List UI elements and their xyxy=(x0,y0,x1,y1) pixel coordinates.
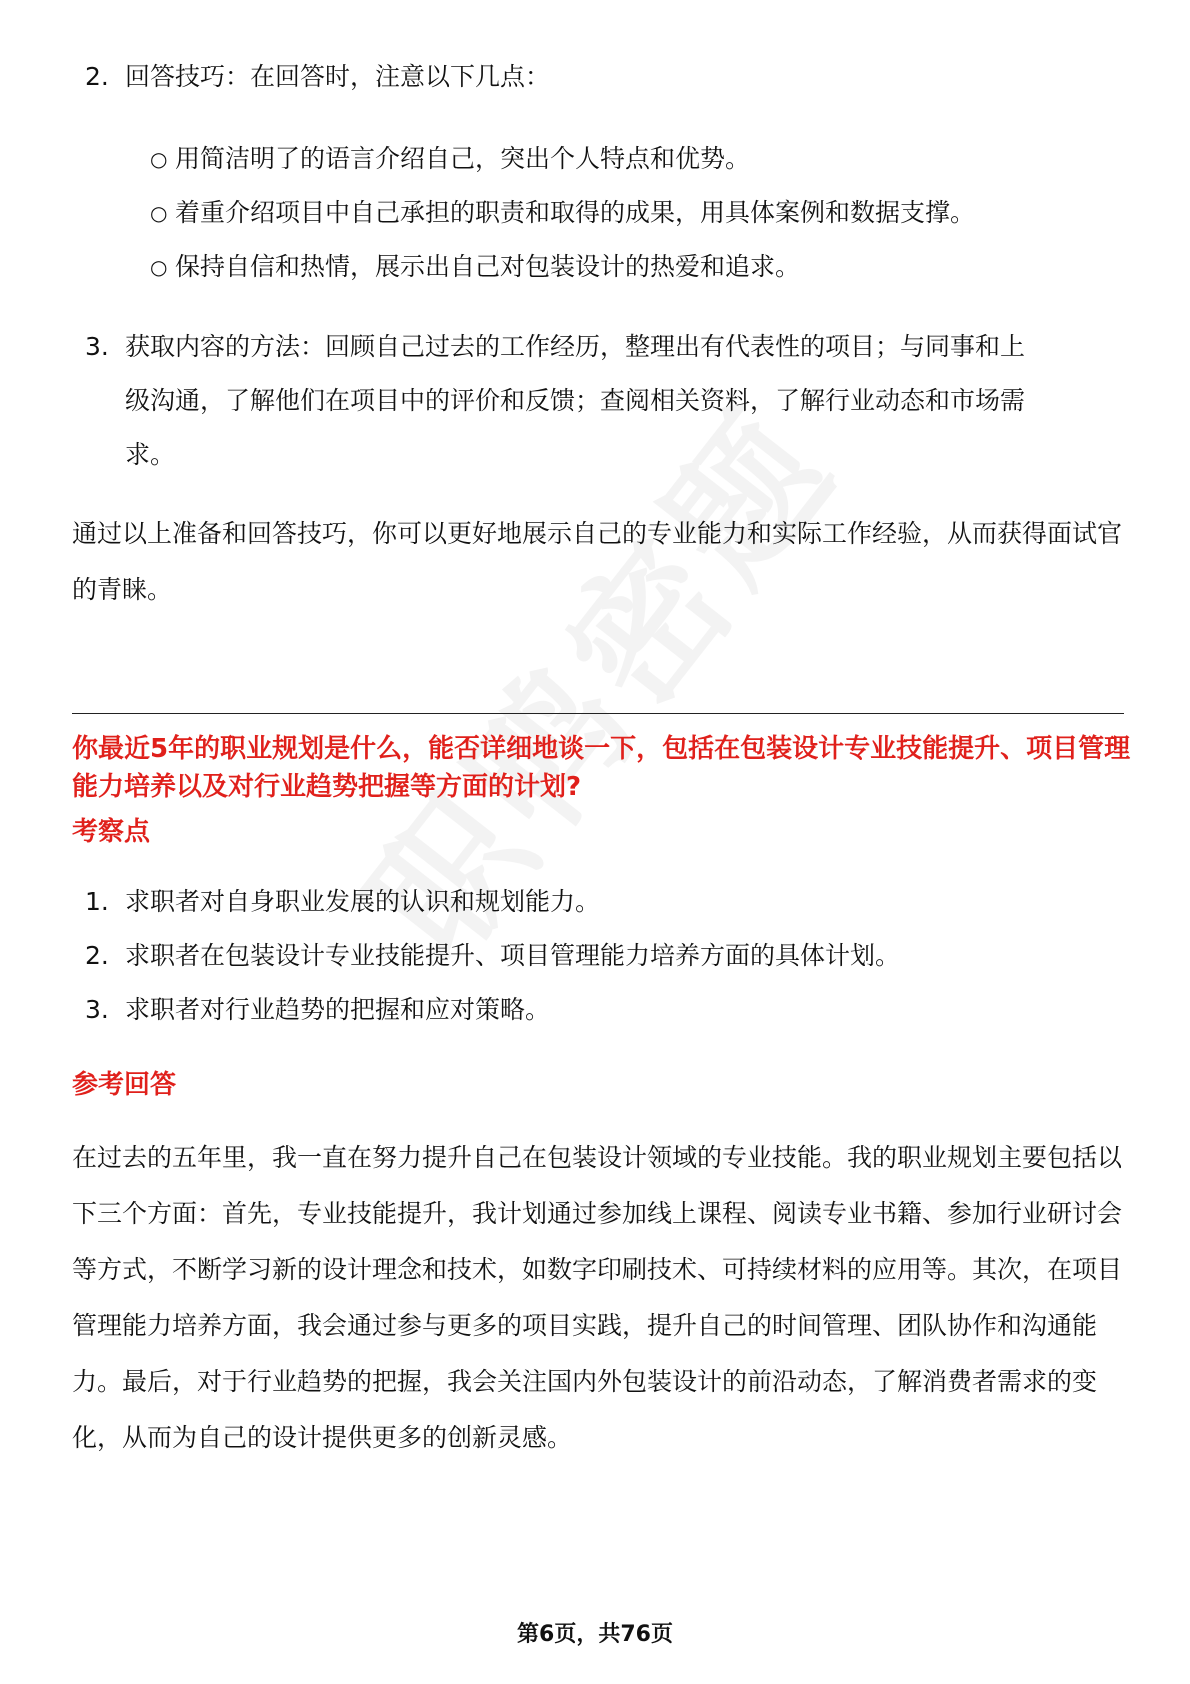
bullet-circle-icon: ○ xyxy=(150,201,168,225)
list-text: 求职者在包装设计专业技能提升、项目管理能力培养方面的具体计划。 xyxy=(125,941,901,970)
list-number: 2. xyxy=(85,941,109,970)
bullet-text: 保持自信和热情，展示出自己对包装设计的热爱和追求。 xyxy=(175,252,801,281)
page-footer: 第6页，共76页 xyxy=(517,1622,673,1647)
list-number: 3. xyxy=(85,332,109,361)
answer-paragraph: 在过去的五年里，我一直在努力提升自己在包装设计领域的专业技能。我的职业规划主要包括以下三个方面：首先，专业技能提升，我计划通过参加线上课程、阅读专业书籍、参加行业研讨会等方式，不断学习新的设计理念和技术，如数字印刷技术、可持续材料的应用等。其次，在项目管理能力培养方面，我会通过参与更多的项目实践，提升自己的时间管理、团队协作和沟通能力。最后，对于行业趋势的把握，我会关注国内外包装设计的前沿动态，了解消费者需求的变化，从而为自己的设计提供更多的创新灵感。 xyxy=(72,1143,1123,1452)
conclusion-paragraph: 通过以上准备和回答技巧，你可以更好地展示自己的专业能力和实际工作经验，从而获得面试官的青睐。 xyxy=(72,519,1123,604)
list-text: 求职者对自身职业发展的认识和规划能力。 xyxy=(125,887,601,916)
list-text: 获取内容的方法：回顾自己过去的工作经历，整理出有代表性的项目；与同事和上级沟通，了解他们在项目中的评价和反馈；查阅相关资料，了解行业动态和市场需求。 xyxy=(125,332,1026,469)
list-text: 求职者对行业趋势的把握和应对策略。 xyxy=(125,995,551,1024)
list-number: 2. xyxy=(85,62,109,91)
bullet-text: 用简洁明了的语言介绍自己，突出个人特点和优势。 xyxy=(175,144,751,173)
bullet-circle-icon: ○ xyxy=(150,147,168,171)
list-number: 1. xyxy=(85,887,109,916)
list-text: 回答技巧：在回答时，注意以下几点： xyxy=(125,62,551,91)
focus-heading: 考察点 xyxy=(72,817,151,847)
answer-heading: 参考回答 xyxy=(72,1070,177,1100)
list-number: 3. xyxy=(85,995,109,1024)
bullet-circle-icon: ○ xyxy=(150,255,168,279)
bullet-text: 着重介绍项目中自己承担的职责和取得的成果，用具体案例和数据支撑。 xyxy=(175,198,976,227)
question-heading: 你最近5年的职业规划是什么，能否详细地谈一下，包括在包装设计专业技能提升、项目管理能力培养以及对行业趋势把握等方面的计划? xyxy=(72,734,1131,802)
section-divider xyxy=(72,713,1124,714)
